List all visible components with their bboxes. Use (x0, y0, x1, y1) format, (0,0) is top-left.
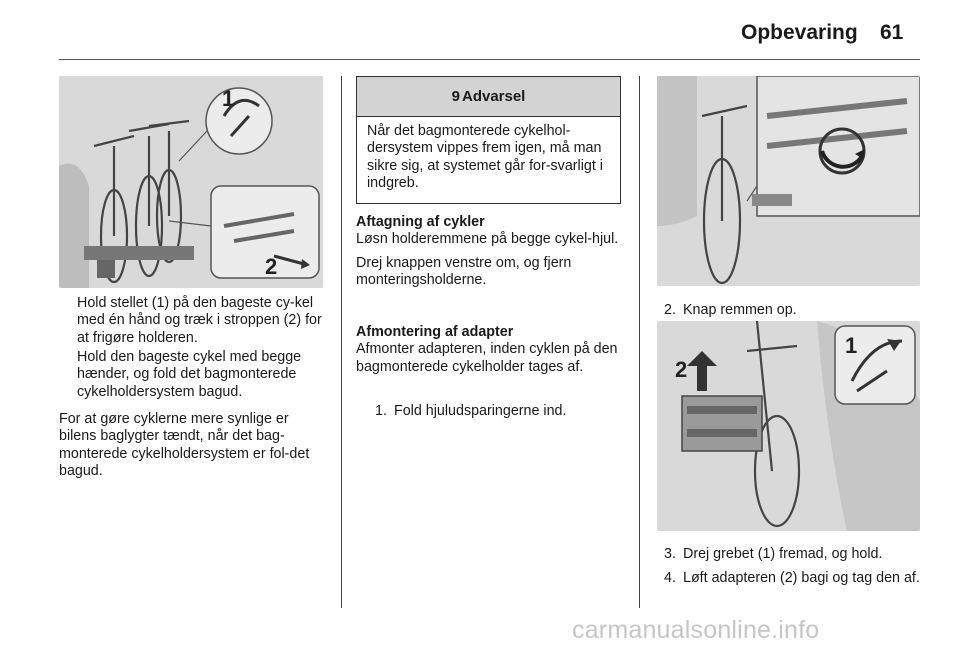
callout-2: 2 (675, 357, 688, 382)
page-number: 61 (880, 21, 904, 44)
callout-2: 2 (265, 254, 278, 279)
section-paragraph: Afmonter adapteren, inden cyklen på den bagmonterede cykelholder tages af. (356, 341, 618, 375)
column-divider-right (639, 76, 640, 608)
left-paragraph: For at gøre cyklerne mere synlige er bilens baglygter tændt, når det bag-monterede cykelholdersystem er fol-det bagud. (59, 411, 310, 480)
section-remove-bikes (356, 214, 624, 290)
instruction-1: Hold stellet (1) på den bageste cy-kel med én hånd og træk i stroppen (2) for at frigøre holderen. (77, 295, 322, 346)
strap-illustration (657, 76, 920, 286)
callout-1: 1 (845, 333, 858, 358)
warning-title: Advarsel (461, 88, 526, 105)
warning-text: Når det bagmonterede cykelhol-dersystem vippes frem igen, må man sikre sig, at systemet går for-svarligt i indgreb. (367, 123, 603, 192)
warning-header (357, 77, 620, 117)
warning-box (356, 76, 621, 204)
warning-triangle-icon: 9 (451, 88, 460, 105)
section-heading: Aftagning af cykler (356, 214, 485, 230)
bike-carrier-illustration (59, 76, 323, 288)
column-divider-left (341, 76, 342, 608)
callout-1: 1 (222, 86, 235, 111)
instruction-2: Hold den bageste cykel med begge hænder, og fold det bagmonterede cykelholdersystem bagud. (77, 349, 302, 400)
section-remove-adapter (356, 324, 624, 376)
watermark: carmanualsonline.info (572, 616, 820, 644)
page-title: Opbevaring (741, 21, 858, 44)
section-paragraph: Løsn holderemmene på begge cykel-hjul. (356, 231, 619, 248)
section-heading: Afmontering af adapter (356, 324, 514, 340)
section-paragraph: Drej knappen venstre om, og fjern monteringsholderne. (356, 254, 572, 289)
header-rule (59, 59, 920, 60)
adapter-illustration (657, 321, 920, 531)
